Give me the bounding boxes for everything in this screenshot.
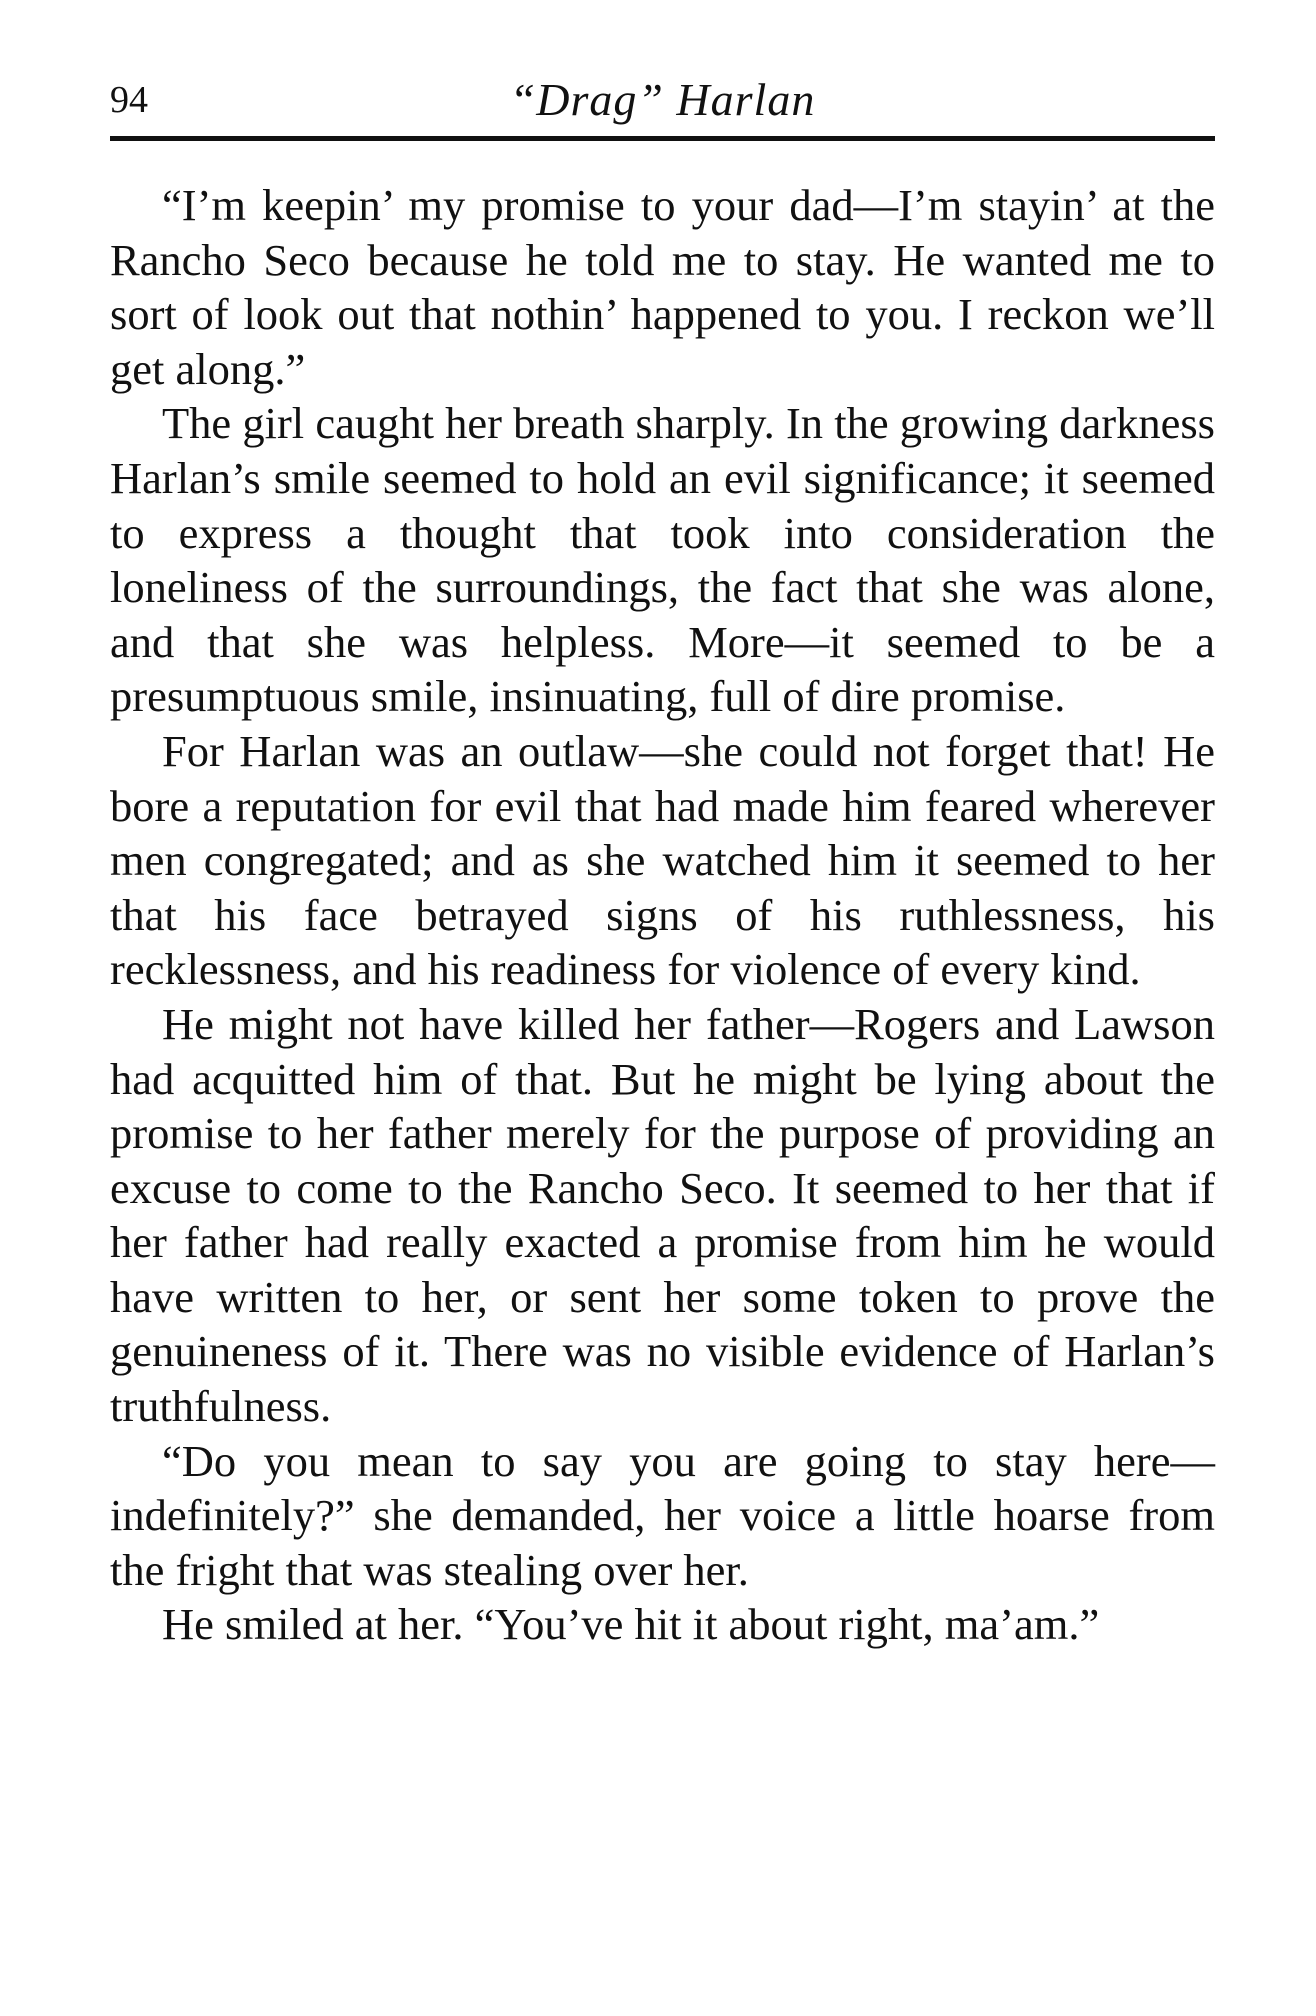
paragraph: The girl caught her breath sharply. In the growing darkness Harlan’s smile seemed to hold an evil significance; it seemed to express a thought that took into consideration the loneliness of the surroundings, the fact that she was alone, and that she was helpless. More—it seemed to be a presumptuous smile, insinuating, full of dire promise. (110, 398, 1215, 722)
running-title: “Drag” Harlan (509, 74, 816, 125)
paragraph: He smiled at her. “You’ve hit it about right, ma’am.” (162, 1599, 1100, 1650)
page-header (110, 70, 1215, 130)
header-rule (110, 136, 1215, 141)
paragraph: For Harlan was an outlaw—she could not forget that! He bore a reputation for evil that had made him feared wherever men congregated; and as she watched him it seemed to her that his face betrayed signs of his ruthlessness, his recklessness, and his readiness for violence of every kind. (110, 725, 1215, 995)
paragraph: “Do you mean to say you are going to stay here—indefinitely?” she demanded, her voice a little hoarse from the fright that was stealing over her. (110, 1435, 1215, 1595)
paragraph: “I’m keepin’ my promise to your dad—I’m stayin’ at the Rancho Seco because he told me to stay. He wanted me to sort of look out that nothin’ happened to you. I reckon we’ll get along.” (110, 180, 1215, 394)
page-number: 94 (110, 79, 148, 121)
paragraph: He might not have killed her father—Rogers and Lawson had acquitted him of that. But he might be lying about the promise to her father merely for the purpose of providing an excuse to come to the Rancho Seco. It seemed to her that if her father had really exacted a promise from him he would have written to her, or sent her some token to prove the genuineness of it. There was no visible evidence of Harlan’s truthfulness. (110, 998, 1215, 1432)
body-text (110, 178, 1215, 1652)
